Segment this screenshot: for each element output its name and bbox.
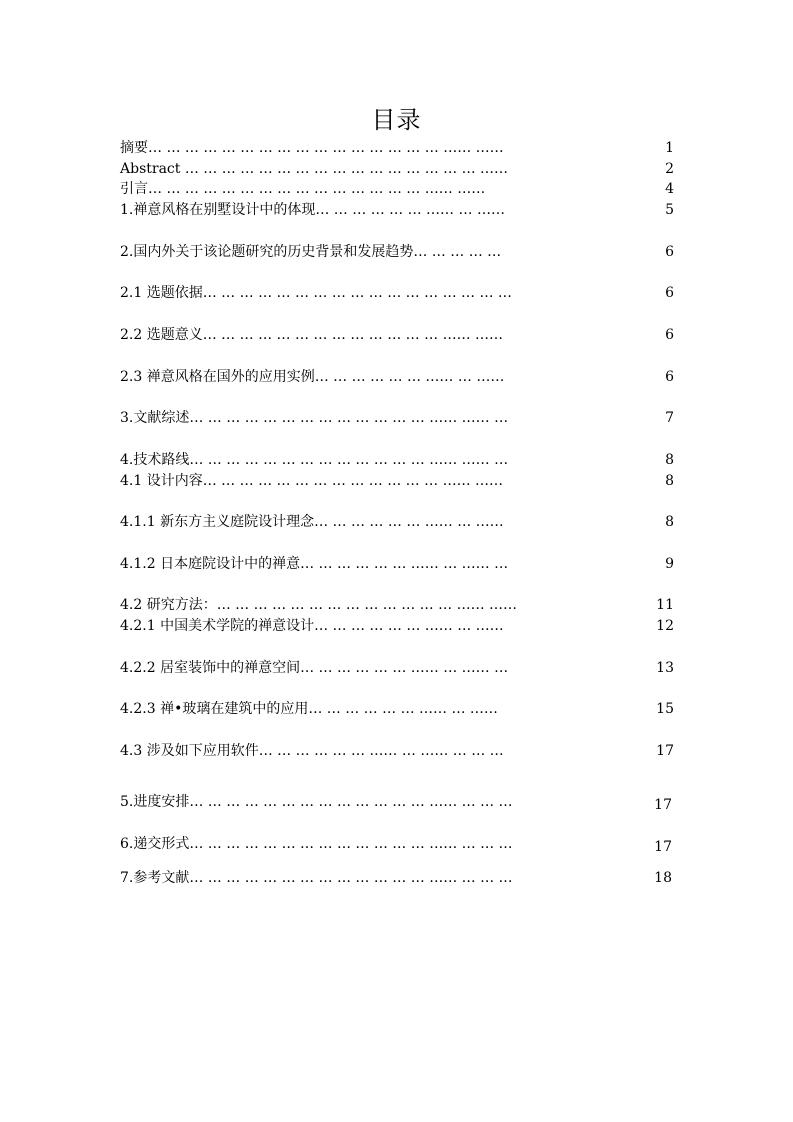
toc-entry-label: 4.1 设计内容… … … … … … … … … … … … … …… …… <box>120 473 504 489</box>
toc-entry-page: 17 <box>654 797 672 813</box>
toc-entry-label: 4.3 涉及如下应用软件… … … … … … …… … …… … … … <box>120 743 504 759</box>
toc-entry-label: 2.国内外关于该论题研究的历史背景和发展趋势… … … … … <box>120 244 502 260</box>
toc-entry-page: 4 <box>665 181 674 197</box>
toc-entry[interactable] <box>120 658 680 678</box>
toc-entry-page: 6 <box>665 244 674 260</box>
toc-entry-page: 6 <box>665 285 674 301</box>
toc-entry-label: 引言… … … … … … … … … … … … … … … …… …… <box>120 181 486 197</box>
toc-entry-page: 1 <box>665 140 674 156</box>
toc-entry-page: 7 <box>665 410 674 426</box>
toc-entry-page: 5 <box>665 202 674 218</box>
toc-entry[interactable] <box>120 159 680 179</box>
toc-entry-page: 13 <box>656 660 674 676</box>
toc-entry-page: 6 <box>665 369 674 385</box>
toc-entry-label: 4.1.2 日本庭院设计中的禅意… … … … … … …… … …… … <box>120 556 509 572</box>
toc-entry-label: 2.1 选题依据… … … … … … … … … … … … … … … … … <box>120 285 512 301</box>
toc-entry[interactable] <box>120 792 680 812</box>
toc-entry[interactable] <box>120 868 680 888</box>
toc-entry-page: 8 <box>665 452 674 468</box>
toc-entry[interactable] <box>120 616 680 636</box>
toc-entry-label: 4.技术路线… … … … … … … … … … … … … …… …… … <box>120 452 509 468</box>
toc-entry-label: 6.递交形式… … … … … … … … … … … … … …… … … … <box>120 836 513 852</box>
toc-entry-label: 4.2.2 居室装饰中的禅意空间… … … … … … …… … …… … <box>120 660 509 676</box>
toc-entry[interactable] <box>120 741 680 761</box>
toc-entry[interactable] <box>120 834 680 854</box>
toc-entry-label: 5.进度安排… … … … … … … … … … … … … …… … … … <box>120 794 513 810</box>
toc-entry-label: 4.2.1 中国美术学院的禅意设计… … … … … … …… … …… <box>120 618 504 634</box>
toc-entry-label: Abstract … … … … … … … … … … … … … … … … …… <box>120 161 509 177</box>
toc-entry[interactable] <box>120 699 680 719</box>
toc-entry[interactable] <box>120 471 680 491</box>
toc-entry-page: 12 <box>656 618 674 634</box>
toc-entry-page: 15 <box>656 701 674 717</box>
toc-entry-page: 17 <box>654 839 672 855</box>
toc-entry-page: 9 <box>665 556 674 572</box>
toc-entry-page: 18 <box>654 870 672 886</box>
toc-entry[interactable] <box>120 408 680 428</box>
toc-entry-label: 4.2 研究方法：… … … … … … … … … … … … … …… …… <box>120 597 518 613</box>
toc-entry-page: 2 <box>665 161 674 177</box>
toc-entry[interactable] <box>120 179 680 199</box>
toc-entry[interactable] <box>120 138 680 158</box>
toc-entry-label: 摘要… … … … … … … … … … … … … … … … …… …… <box>120 140 504 156</box>
toc-entry-label: 1.禅意风格在别墅设计中的体现… … … … … … …… … …… <box>120 202 505 218</box>
page-title: 目录 <box>371 106 422 134</box>
toc-entry[interactable] <box>120 283 680 303</box>
toc-entry-label: 4.2.3 禅•玻璃在建筑中的应用… … … … … … …… … …… <box>120 701 498 717</box>
toc-entry-page: 8 <box>665 473 674 489</box>
toc-entry-page: 8 <box>665 514 674 530</box>
toc-entry[interactable] <box>120 450 680 470</box>
toc-entry-label: 7.参考文献… … … … … … … … … … … … … …… … … … <box>120 870 513 886</box>
toc-entry-label: 4.1.1 新东方主义庭院设计理念… … … … … … …… … …… <box>120 514 504 530</box>
toc-entry[interactable] <box>120 200 680 220</box>
toc-entry[interactable] <box>120 595 680 615</box>
toc-entry[interactable] <box>120 242 680 262</box>
toc-entry[interactable] <box>120 367 680 387</box>
toc-entry-page: 17 <box>656 743 674 759</box>
toc-entry[interactable] <box>120 554 680 574</box>
toc-entry-page: 11 <box>656 597 674 613</box>
toc-entry[interactable] <box>120 325 680 345</box>
toc-entry-label: 2.3 禅意风格在国外的应用实例… … … … … … …… … …… <box>120 369 505 385</box>
toc-entry-label: 2.2 选题意义… … … … … … … … … … … … … …… …… <box>120 327 504 343</box>
toc-entry-page: 6 <box>665 327 674 343</box>
toc-entry[interactable] <box>120 512 680 532</box>
toc-entry-label: 3.文献综述… … … … … … … … … … … … … …… …… … <box>120 410 509 426</box>
